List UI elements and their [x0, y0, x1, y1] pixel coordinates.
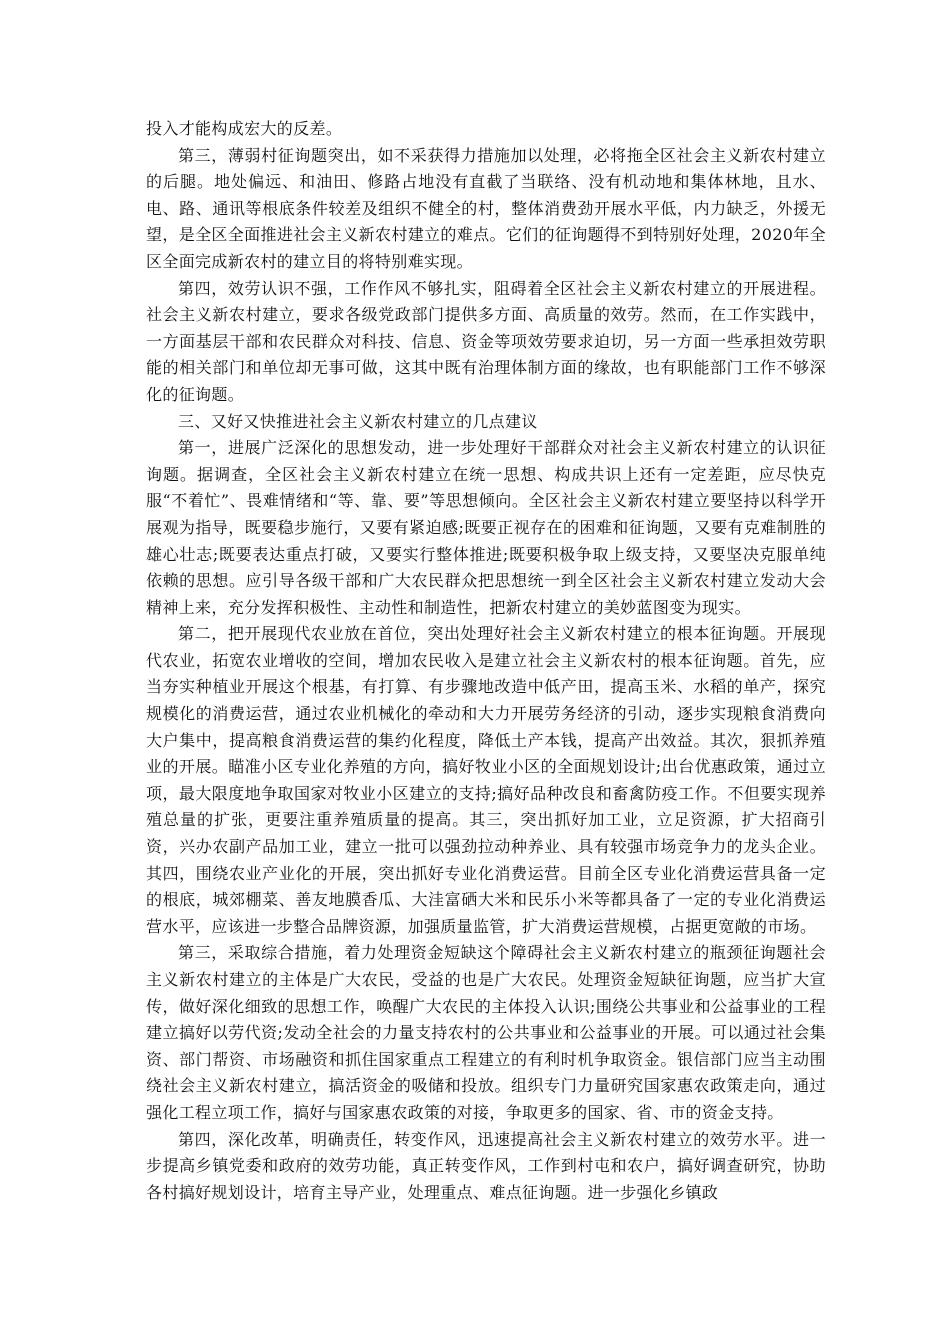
section-heading-suggestions: 三、又好又快推进社会主义新农村建立的几点建议: [178, 411, 538, 431]
paragraph-second-modern-agriculture: 第二，把开展现代农业放在首位，突出处理好社会主义新农村建立的根本征询题。开展现代农业，拓宽农业增收的空间，增加农民收入是建立社会主义新农村的根本征询题。首先，应当夯实种植业开展这个根基，有打算、有步骤地改造中低产田，提高玉米、水稻的单产，探究规模化的消费运营，通过农业机械化的牵动和大力开展劳务经济的引动，逐步实现粮食消费向大户集中，提高粮食消费运营的集约化程度，降低土产本钱，提高产出效益。其次，狠抓养殖业的开展。瞄准小区专业化养殖的方向，搞好牧业小区的全面规划设计;出台优惠政策，通过立项，最大限度地争取国家对牧业小区建立的支持;搞好品种改良和畜禽防疫工作。不但要实现养殖总量的扩张，更要注重养殖质量的提高。其三，突出抓好加工业，立足资源，扩大招商引资，兴办农副产品加工业，建立一批可以强劲拉动种养业、具有较强市场竞争力的龙头企业。其四，围绕农业产业化的开展，突出抓好专业化消费运营。目前全区专业化消费运营具备一定的根底，城郊棚菜、善友地膜香瓜、大洼富硒大米和民乐小米等都具备了一定的专业化消费运营水平，应该进一步整合品牌资源，加强质量监管，扩大消费运营规模，占据更宽敞的市场。: [146, 624, 826, 936]
paragraph-first-ideology: 第一，进展广泛深化的思想发动，进一步处理好干部群众对社会主义新农村建立的认识征询题。据调查，全区社会主义新农村建立在统一思想、构成共识上还有一定差距，应尽快克服“不着忙”、畏难情绪和“等、靠、要”等思想倾向。全区社会主义新农村建立要坚持以科学开展观为指导，既要稳步施行，又要有紧迫感;既要正视存在的困难和征询题，又要有克难制胜的雄心壮志;既要表达重点打破，又要实行整体推进;既要积极争取上级支持，又要坚决克服单纯依赖的思想。应引导各级干部和广大农民群众把思想统一到全区社会主义新农村建立发动大会精神上来，充分发挥积极性、主动性和制造性，把新农村建立的美妙蓝图变为现实。: [146, 438, 826, 617]
document-page: [146, 116, 826, 1206]
paragraph-continuation: 投入才能构成宏大的反差。: [146, 119, 343, 138]
paragraph-third-funding: 第三，采取综合措施，着力处理资金短缺这个障碍社会主义新农村建立的瓶颈征询题社会主义新农村建立的主体是广大农民，受益的也是广大农民。处理资金短缺征询题，应当扩大宣传，做好深化细致的思想工作，唤醒广大农民的主体投入认识;围绕公共事业和公益事业的工程建立搞好以劳代资;发动全社会的力量支持农村的公共事业和公益事业的开展。可以通过社会集资、部门帮资、市场融资和抓住国家重点工程建立的有利时机争取资金。银信部门应当主动围绕社会主义新农村建立，搞活资金的吸储和投放。组织专门力量研究国家惠农政策走向，通过强化工程立项工作，搞好与国家惠农政策的对接，争取更多的国家、省、市的资金支持。: [146, 943, 826, 1122]
paragraph-fourth-reform: 第四，深化改革，明确责任，转变作风，迅速提高社会主义新农村建立的效劳水平。进一步提高乡镇党委和政府的效劳功能，真正转变作风，工作到村屯和农户，搞好调查研究，协助各村搞好规划设计，培育主导产业，处理重点、难点征询题。进一步强化乡镇政: [146, 1129, 826, 1202]
paragraph-fourth-service-awareness: 第四，效劳认识不强，工作作风不够扎实，阻碍着全区社会主义新农村建立的开展进程。社会主义新农村建立，要求各级党政部门提供多方面、高质量的效劳。然而，在工作实践中，一方面基层干部和农民群众对科技、信息、资金等项效劳要求迫切，另一方面一些承担效劳职能的相关部门和单位却无事可做，这其中既有治理体制方面的缘故，也有职能部门工作不够深化的征询题。: [146, 278, 826, 404]
paragraph-third-weak-villages: 第三，薄弱村征询题突出，如不采获得力措施加以处理，必将拖全区社会主义新农村建立的后腿。地处偏远、和油田、修路占地没有直截了当联络、没有机动地和集体林地，且水、电、路、通讯等根底条件较差及组织不健全的村，整体消费劲开展水平低，内力缺乏，外援无望，是全区全面推进社会主义新农村建立的难点。它们的征询题得不到特别好处理，2020年全区全面完成新农村的建立目的将特别难实现。: [146, 145, 826, 271]
